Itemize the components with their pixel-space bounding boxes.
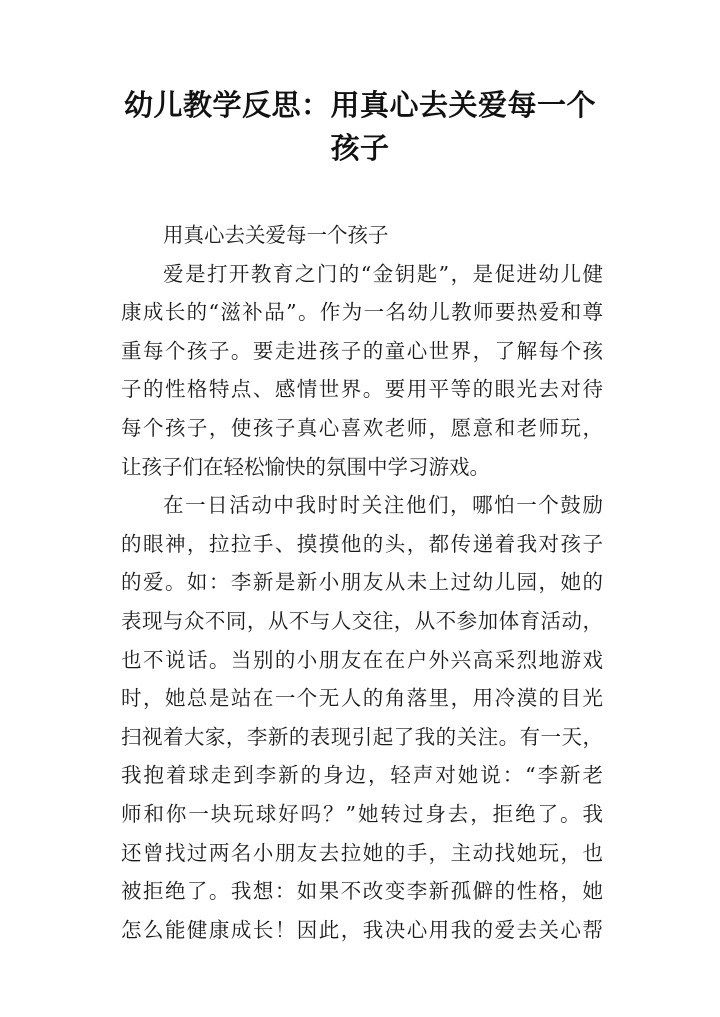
title-line: 孩子 (330, 131, 390, 165)
body-line: 爱是打开教育之门的“金钥匙”，是促进幼儿健 (163, 261, 603, 286)
body-line: 让孩子们在轻松愉快的氛围中学习游戏。 (121, 454, 490, 479)
body-line: 表现与众不同，从不与人交往，从不参加体育活动， (121, 608, 603, 633)
body-line: 的眼神，拉拉手、摸摸他的头，都传递着我对孩子 (121, 531, 603, 556)
title-line: 幼儿教学反思：用真心去关爱每一个 (123, 88, 596, 122)
body-line: 也不说话。当别的小朋友在在户外兴高采烈地游戏 (121, 647, 603, 672)
body-line: 的爱。如：李新是新小朋友从未上过幼儿园，她的 (121, 570, 603, 595)
body-line: 师和你一块玩球好吗？”她转过身去，拒绝了。我 (121, 801, 603, 826)
body-line: 用真心去关爱每一个孩子 (163, 223, 389, 247)
body-line: 在一日活动中我时时关注他们，哪怕一个鼓励 (163, 493, 603, 518)
body-line: 怎么能健康成长！因此，我决心用我的爱去关心帮 (121, 917, 603, 942)
body-line: 子的性格特点、感情世界。要用平等的眼光去对待 (121, 377, 603, 402)
body-line: 我抱着球走到李新的身边，轻声对她说：“李新老 (121, 763, 603, 788)
document-body (121, 216, 603, 949)
body-line: 扫视着大家，李新的表现引起了我的关注。有一天， (121, 724, 603, 749)
body-line: 康成长的“滋补品”。作为一名幼儿教师要热爱和尊 (121, 300, 603, 325)
body-line: 重每个孩子。要走进孩子的童心世界，了解每个孩 (121, 338, 603, 363)
body-line: 还曾找过两名小朋友去拉她的手，主动找她玩，也 (121, 840, 603, 865)
body-line: 每个孩子，使孩子真心喜欢老师，愿意和老师玩， (121, 415, 603, 440)
document-title (118, 84, 602, 170)
body-line: 被拒绝了。我想：如果不改变李新孤僻的性格，她 (121, 879, 603, 904)
body-line: 时，她总是站在一个无人的角落里，用冷漠的目光 (121, 686, 603, 711)
